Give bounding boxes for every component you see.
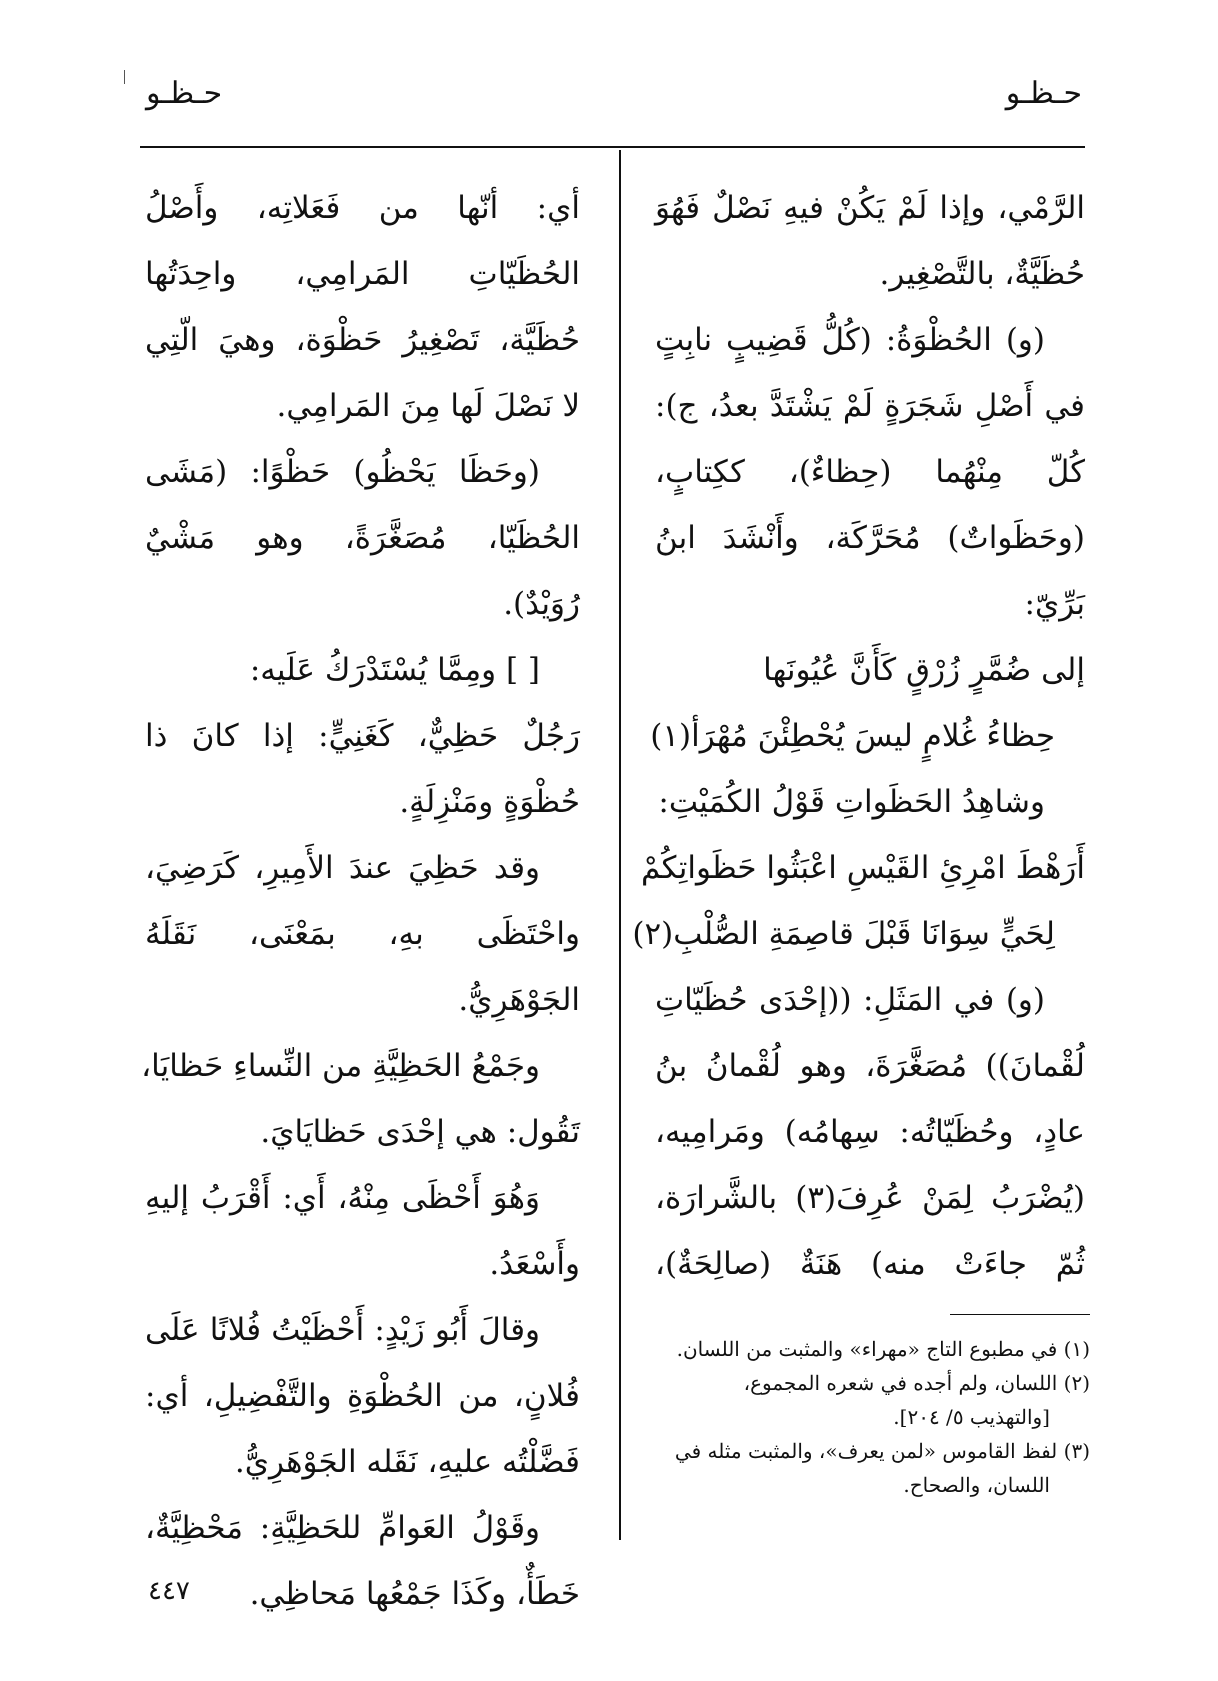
text-line: وقالَ أَبُو زَيْدٍ: أَحْظَيْتُ فُلانًا عَلَى [145, 1312, 540, 1348]
text-line: الجَوْهَرِيُّ. [458, 982, 580, 1018]
text-line: بَرِّيّ: [1024, 586, 1085, 622]
poem-line: لِحَيٍّ سِوَانَا قَبْلَ قاصِمَةِ الصُّلْبِ(٢) [632, 916, 1055, 952]
text-line: وجَمْعُ الحَظِيَّةِ من النِّساءِ حَظايَا، [141, 1048, 540, 1084]
text-line: [ ] ومِمَّا يُسْتَدْرَكُ عَلَيه: [249, 652, 540, 688]
text-line: (وحَظَا يَحْظُو) حَظْوًا: (مَشَى [145, 454, 540, 490]
text-line: وَهُوَ أَحْظَى مِنْهُ، أَي: أَقْرَبُ إليهِ [145, 1180, 540, 1216]
margin-mark [124, 70, 125, 84]
text-line: كُلّ مِنْهُما (حِظاءٌ)، ككِتابٍ، [655, 454, 1085, 490]
text-line: عادٍ، وحُظَيّاتُه: سِهامُه) ومَرامِيه، [655, 1114, 1085, 1150]
header-rule [140, 146, 1085, 148]
text-line: الحُظَيّا، مُصَغَّرَةً، وهو مَشْيٌ [145, 520, 580, 556]
text-line: فُلانٍ، من الحُظْوَةِ والتَّفْضِيلِ، أي: [145, 1378, 580, 1414]
poem-line: أَرَهْطَ امْرِئِ القَيْسِ اعْبَثُوا حَظَواتِكُمْ [640, 850, 1085, 886]
left-column [141, 175, 580, 1627]
text-line: في أَصْلِ شَجَرَةٍ لَمْ يَشْتَدَّ بعدُ، ج): [655, 388, 1085, 424]
text-line: (يُضْرَبُ لِمَنْ عُرِفَ(٣) بالشَّرارَة، [655, 1180, 1085, 1216]
footnotes [645, 1332, 1090, 1502]
text-line: رَجُلٌ حَظِيٌّ، كَغَنِيٍّ: إذا كانَ ذا [145, 718, 580, 754]
page-number: ٤٤٧ [148, 1576, 190, 1606]
text-line: حُظَيَّةٌ، بالتَّصْغِير. [879, 256, 1085, 292]
text-line: ثُمّ جاءَتْ منه) هَنَةٌ (صالِحَةٌ)، [655, 1246, 1085, 1282]
text-line: وقد حَظِيَ عندَ الأَمِيرِ، كَرَضِيَ، [145, 850, 540, 886]
text-line: واحْتَظَى بهِ، بمَعْنَى، نَقَلَهُ [145, 916, 580, 952]
poem-line: إلى ضُمَّرٍ زُرْقٍ كَأَنَّ عُيُونَها [763, 652, 1085, 688]
text-line: تَقُول: هي إحْدَى حَظايَايَ. [260, 1114, 580, 1150]
right-column [632, 175, 1085, 1297]
text-line: لا نَصْلَ لَها مِنَ المَرامِي. [276, 388, 580, 424]
text-line: (و) الحُظْوَةُ: (كُلُّ قَضِيبٍ نابِتٍ [655, 322, 1045, 358]
text-line: وأَسْعَدُ. [489, 1246, 580, 1282]
text-line: (و) في المَثَلِ: ((إحْدَى حُظَيّاتِ [655, 982, 1045, 1018]
footnote: (٢) اللسان، ولم أجده في شعره المجموع، [743, 1371, 1090, 1395]
text-line: الحُظَيّاتِ المَرامِي، واحِدَتُها [145, 256, 580, 292]
text-line: أي: أنّها من فَعَلاتِه، وأَصْلُ [145, 190, 580, 226]
column-divider [619, 150, 621, 1540]
footnote-rule [950, 1314, 1090, 1315]
text-line: (وحَظَواتٌ) مُحَرَّكَة، وأَنْشَدَ ابنُ [655, 520, 1085, 556]
text-line: وشاهِدُ الحَظَواتِ قَوْلُ الكُمَيْتِ: [658, 784, 1045, 820]
running-header-right: حـظـو [1005, 76, 1082, 111]
text-line: الرَّمْي، وإذا لَمْ يَكُنْ فيهِ نَصْلٌ فَهُوَ [655, 190, 1085, 226]
text-line: لُقْمانَ)) مُصَغَّرَةَ، وهو لُقْمانُ بنُ [655, 1048, 1085, 1084]
text-line: رُوَيْدٌ). [503, 586, 580, 622]
text-line: وقَوْلُ العَوامِّ للحَظِيَّةِ: مَحْظِيَّةٌ، [145, 1510, 540, 1546]
text-line: حُظَيَّة، تَصْغِيرُ حَظْوَة، وهيَ الّتِي [145, 322, 580, 358]
text-line: حُظْوَةٍ ومَنْزِلَةٍ. [399, 784, 580, 820]
footnote-continuation: [والتهذيب ٥/ ٢٠٤]. [893, 1405, 1050, 1429]
text-line: فَضَّلْتُه عليهِ، نَقَله الجَوْهَرِيُّ. [234, 1444, 580, 1480]
running-header-left: حـظـو [146, 76, 223, 111]
footnote-continuation: اللسان، والصحاح. [903, 1473, 1050, 1497]
footnote: (١) في مطبوع التاج «مهراء» والمثبت من اللسان. [676, 1337, 1090, 1361]
poem-line: حِظاءُ غُلامٍ ليسَ يُحْطِئْنَ مُهْرَأ(١) [650, 718, 1055, 754]
text-line: خَطَأٌ، وكَذَا جَمْعُها مَحاظِي. [249, 1576, 580, 1612]
footnote: (٣) لفظ القاموس «لمن يعرف»، والمثبت مثله في [674, 1439, 1090, 1463]
